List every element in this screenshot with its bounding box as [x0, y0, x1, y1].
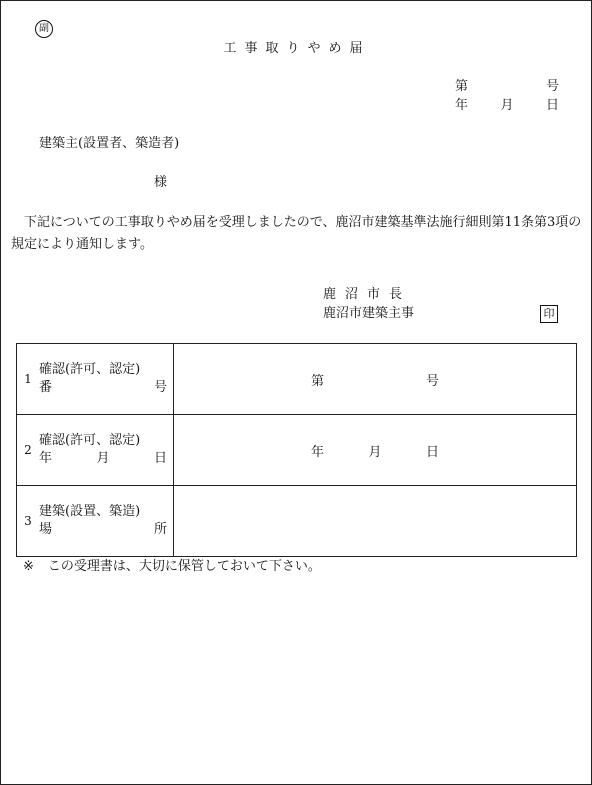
label-line2 [39, 450, 167, 468]
body-text: 下記についての工事取りやめ届を受理しましたので、鹿沼市建築基準法施行細則第11条第3項の規定により通知します。 [11, 215, 582, 252]
row-label [39, 344, 174, 415]
label-line1: 確認(許可、認定) [39, 433, 141, 448]
document-title: 工事取りやめ届 [223, 41, 371, 56]
value-suffix: 号 [425, 373, 439, 389]
row-number: 3 [17, 486, 40, 557]
date-day: 日 [545, 98, 559, 113]
recipient-honorific: 様 [154, 175, 168, 190]
date-year: 年 [455, 98, 469, 113]
value-prefix: 第 [311, 373, 325, 389]
label-line1: 確認(許可、認定) [39, 362, 141, 377]
label-part: 場 [39, 522, 53, 537]
row-value [174, 415, 577, 486]
row-number: 1 [17, 344, 40, 415]
recipient-label: 建築主(設置者、築造者) [39, 136, 180, 151]
table-row [17, 344, 577, 415]
row-value [174, 344, 577, 415]
label-line1: 建築(設置、築造) [39, 504, 141, 519]
table-row [17, 415, 577, 486]
issuer-official: 鹿沼市建築主事 [323, 306, 415, 321]
details-table [16, 343, 577, 557]
number-suffix: 号 [545, 79, 559, 94]
document-number [455, 80, 559, 93]
number-prefix: 第 [455, 79, 469, 94]
value-day: 日 [425, 444, 439, 460]
note-mark: ※ [23, 559, 34, 574]
label-part: 日 [153, 451, 167, 466]
footnote [23, 560, 321, 573]
row-number: 2 [17, 415, 40, 486]
label-part: 年 [39, 451, 53, 466]
label-part: 番 [39, 380, 53, 395]
seal-stamp: 印 [540, 305, 558, 323]
note-text: この受理書は、大切に保管しておいて下さい。 [47, 559, 321, 574]
row-value [174, 486, 577, 557]
value-month: 月 [368, 444, 382, 460]
document-date [455, 99, 559, 112]
label-part: 所 [153, 522, 167, 537]
issuer-mayor: 鹿沼市長 [323, 287, 412, 302]
row-label [39, 415, 174, 486]
label-line2 [39, 379, 167, 397]
label-part: 月 [96, 451, 110, 466]
label-line2 [39, 521, 167, 539]
value-year: 年 [311, 444, 325, 460]
copy-stamp: 副 [35, 20, 53, 38]
row-label [39, 486, 174, 557]
table-row [17, 486, 577, 557]
date-month: 月 [500, 98, 514, 113]
label-part: 号 [153, 380, 167, 395]
